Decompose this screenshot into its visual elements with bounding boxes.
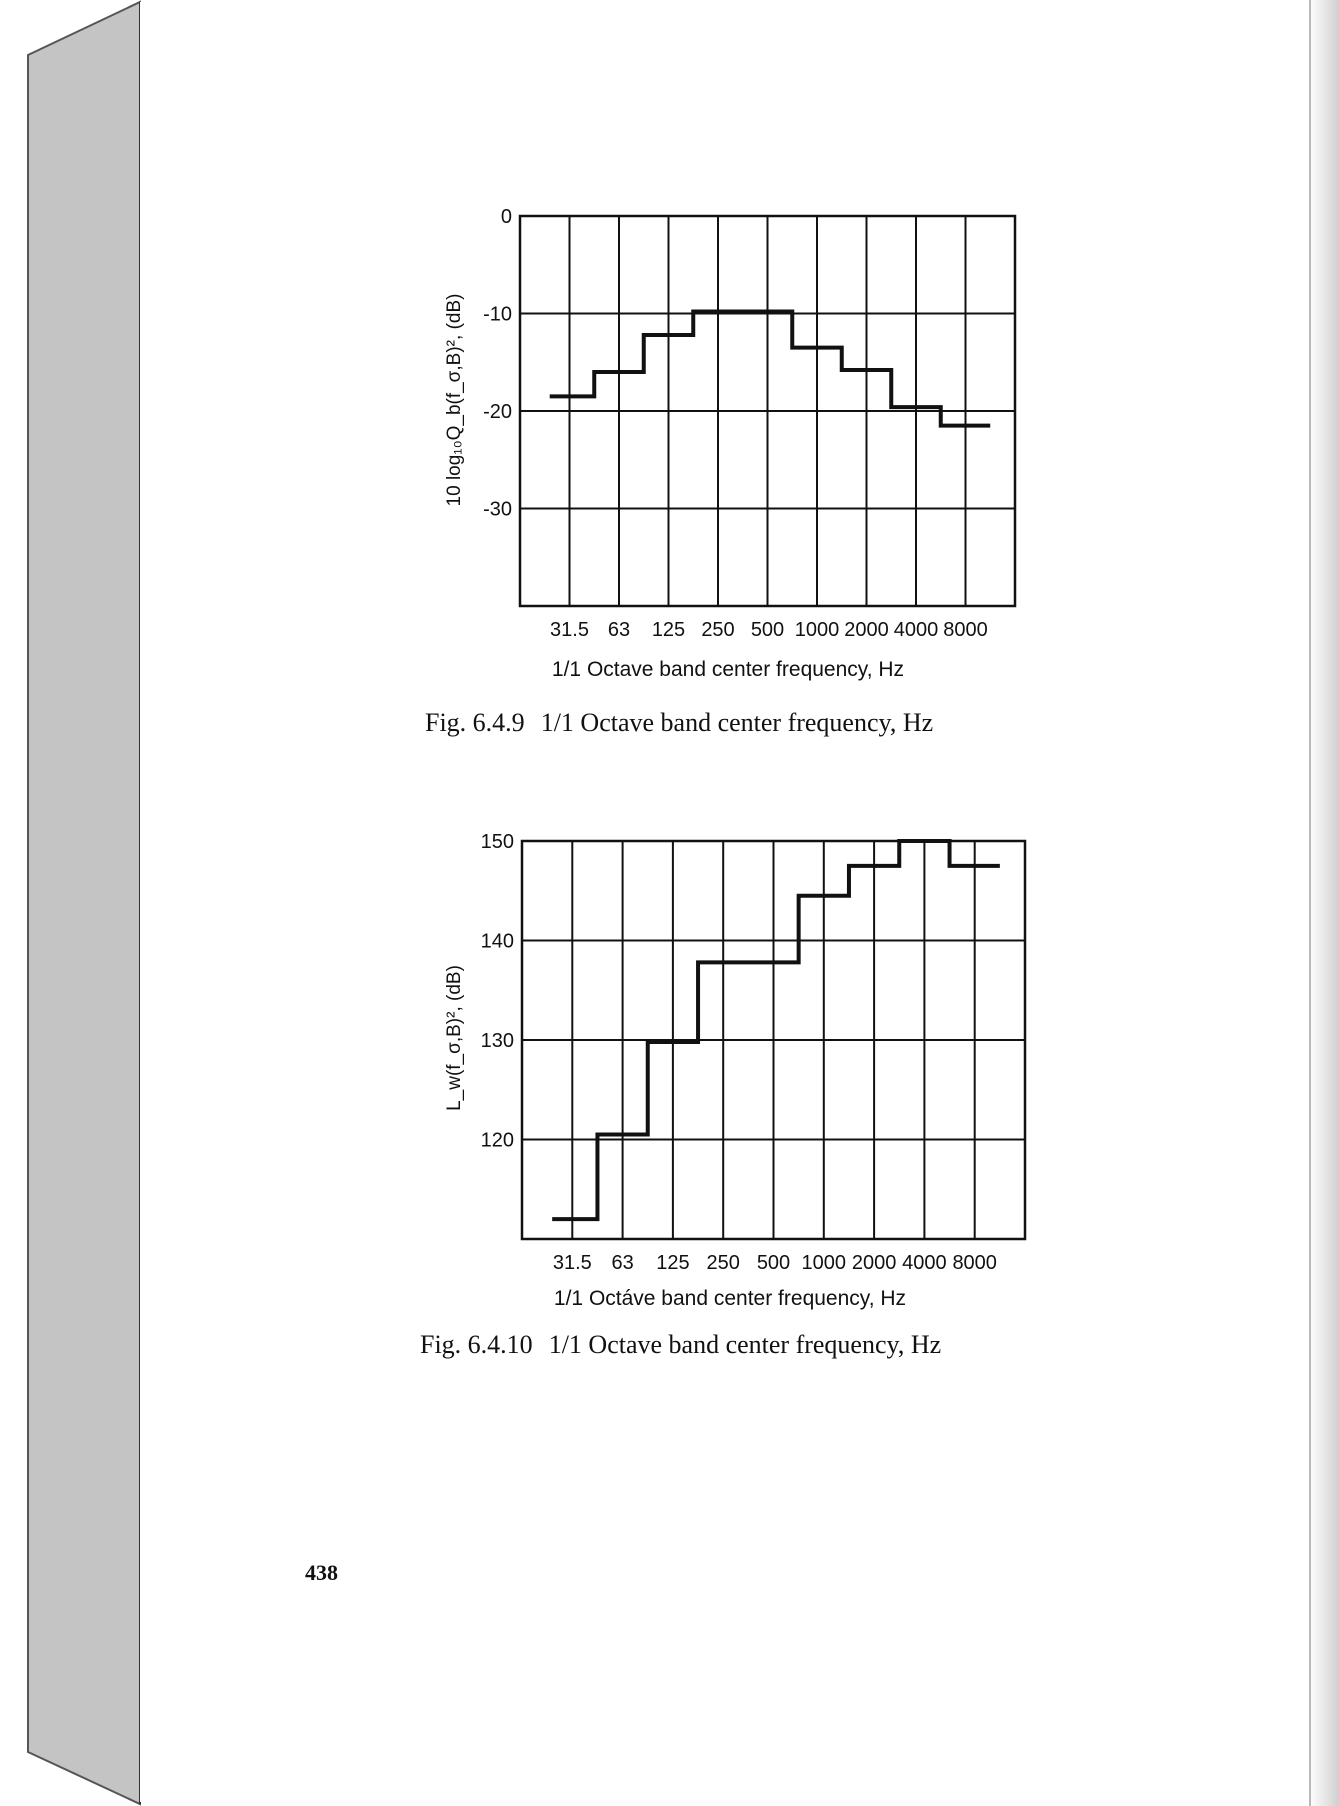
chart1-xtick-label: 1000: [801, 1252, 847, 1274]
chart0-xtick-label: 4000: [893, 619, 939, 641]
page-edge-line: [1309, 0, 1311, 1806]
fig-6-4-9-text: 1/1 Octave band center frequency, Hz: [540, 708, 934, 737]
fig-6-4-10-caption: [420, 1330, 941, 1360]
chart0-xtick-label: 250: [701, 619, 735, 641]
chart0-ytick-label: -30: [483, 498, 512, 521]
chart0-xtick-label: 63: [607, 619, 631, 641]
chart1-xlabel: 1/1 Octave band center frequency, Hz: [551, 658, 905, 681]
page-edge-shadow: [1309, 0, 1339, 1806]
chart0-ytick-label: 0: [500, 206, 512, 228]
chart0-xtick-label: 1000: [794, 619, 840, 641]
chart1-xtick-label: 2000: [851, 1252, 897, 1274]
book-spine: [0, 0, 145, 1806]
chart0-series-line: [550, 312, 991, 426]
chart1-ytick-label: 120: [480, 1129, 514, 1152]
chart1-xtick-label: 8000: [952, 1252, 997, 1274]
chart1-xtick-label: 250: [706, 1252, 740, 1274]
chart1-ytick-label: 140: [480, 930, 514, 953]
chart0-xtick-label: 31.5: [550, 619, 589, 641]
chart1-series-line: [552, 841, 1000, 1219]
page-number: 438: [305, 1560, 338, 1585]
chart2-ylabel: L_w(f_σ,B)², (dB): [444, 965, 465, 1111]
fig-6-4-9-label: Fig. 6.4.9: [425, 708, 525, 737]
chart1-ytick-label: 130: [480, 1030, 514, 1052]
chart1-ylabel: 10 log₁₀Q_b(f_σ,B)², (dB): [444, 293, 465, 507]
chart0-xtick-label: 500: [750, 619, 785, 641]
chart0-ytick-label: -20: [483, 401, 512, 423]
chart1-xtick-label: 125: [656, 1252, 690, 1274]
chart1-xtick-label: 63: [611, 1252, 634, 1274]
chart1-xtick-label: 500: [756, 1252, 791, 1274]
chart0-ytick-label: -10: [483, 303, 512, 326]
fig-6-4-10-label: Fig. 6.4.10: [420, 1330, 533, 1359]
chart2-xlabel: 1/1 Octáve band center frequency, Hz: [553, 1287, 907, 1310]
fig-6-4-10-text: 1/1 Octave band center frequency, Hz: [548, 1330, 942, 1359]
fig-6-4-9-caption: [425, 708, 933, 738]
chart1-xtick-label: 31.5: [552, 1252, 592, 1274]
chart0-xtick-label: 2000: [844, 619, 889, 641]
chart0-xtick-label: 8000: [943, 619, 988, 641]
chart-fig-6-4-9: [430, 200, 1040, 690]
chart0-xtick-label: 125: [651, 619, 686, 641]
chart1-xtick-label: 4000: [902, 1252, 947, 1274]
chart-fig-6-4-10: [430, 825, 1040, 1315]
chart1-ytick-label: 150: [480, 831, 514, 853]
